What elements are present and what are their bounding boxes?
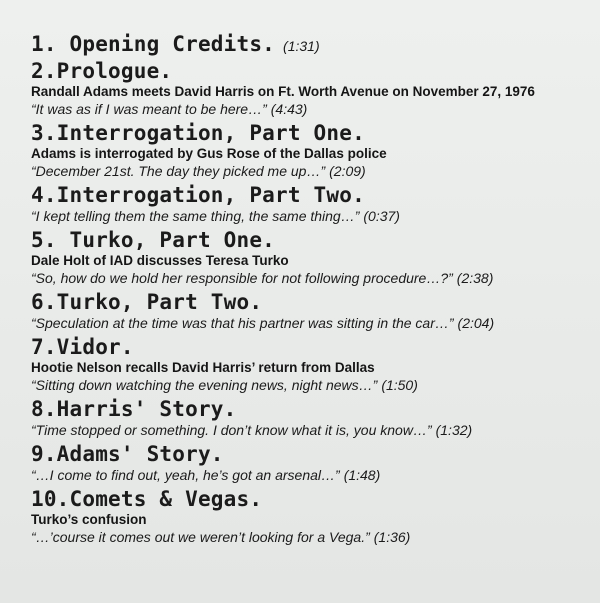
track-item [31, 290, 591, 332]
track-item [31, 487, 591, 546]
track-title-line [31, 183, 591, 207]
track-quote: “It was as if I was meant to be here…” [31, 101, 267, 117]
track-duration: (2:09) [329, 163, 366, 179]
track-title: 10.Comets & Vegas. [31, 487, 263, 511]
track-title-line [31, 290, 591, 314]
track-duration: (2:38) [456, 270, 494, 286]
track-title: 4.Interrogation, Part Two. [31, 183, 365, 207]
track-duration: (1:36) [373, 529, 411, 545]
track-quote-line [31, 376, 591, 394]
track-description: Turko’s confusion [31, 512, 147, 527]
track-quote: “So, how do we hold her responsible for not following procedure…?” [31, 270, 453, 286]
track-title-line [31, 487, 591, 511]
track-item [31, 183, 591, 225]
track-title-line [31, 59, 591, 83]
track-title: 6.Turko, Part Two. [31, 290, 263, 314]
track-item [31, 32, 591, 56]
track-title: 1. Opening Credits. [31, 32, 276, 56]
track-quote-line [31, 162, 591, 180]
track-item [31, 121, 591, 180]
track-title-line [31, 32, 591, 56]
track-quote-line [31, 100, 591, 118]
track-quote-line [31, 528, 591, 546]
track-title-line [31, 442, 591, 466]
track-duration: (1:32) [435, 422, 473, 438]
track-quote: “I kept telling them the same thing, the same thing…” [31, 208, 360, 224]
track-description: Hootie Nelson recalls David Harris’ return from Dallas [31, 360, 375, 375]
track-title: 5. Turko, Part One. [31, 228, 276, 252]
track-quote: “…’course it comes out we weren’t looking for a Vega.” [31, 529, 370, 545]
track-item [31, 335, 591, 394]
track-duration: (1:48) [343, 467, 381, 483]
track-list [31, 32, 591, 546]
track-quote-line [31, 207, 591, 225]
track-title: 3.Interrogation, Part One. [31, 121, 365, 145]
track-quote-line [31, 421, 591, 439]
track-quote: “Time stopped or something. I don’t know what it is, you know…” [31, 422, 432, 438]
track-duration: (0:37) [363, 208, 400, 224]
track-quote-line [31, 269, 591, 287]
track-title: 8.Harris' Story. [31, 397, 237, 421]
track-item [31, 442, 591, 484]
track-title-line [31, 335, 591, 359]
track-title: 7.Vidor. [31, 335, 134, 359]
track-title-line [31, 121, 591, 145]
track-quote: “December 21st. The day they picked me up…” [31, 163, 326, 179]
track-duration: (1:50) [381, 377, 418, 393]
track-item [31, 59, 591, 118]
track-description: Adams is interrogated by Gus Rose of the Dallas police [31, 146, 387, 161]
track-title: 9.Adams' Story. [31, 442, 224, 466]
track-item [31, 228, 591, 287]
track-description: Dale Holt of IAD discusses Teresa Turko [31, 253, 289, 268]
track-duration: (2:04) [457, 315, 495, 331]
track-item [31, 397, 591, 439]
track-quote-line [31, 466, 591, 484]
track-quote: “Sitting down watching the evening news, night news…” [31, 377, 378, 393]
track-quote-line [31, 314, 591, 332]
track-quote: “Speculation at the time was that his partner was sitting in the car…” [31, 315, 454, 331]
track-title: 2.Prologue. [31, 59, 173, 83]
track-duration: (4:43) [270, 101, 308, 117]
track-title-line [31, 228, 591, 252]
track-quote: “…I come to find out, yeah, he’s got an arsenal…” [31, 467, 340, 483]
track-title-line [31, 397, 591, 421]
track-description: Randall Adams meets David Harris on Ft. Worth Avenue on November 27, 1976 [31, 84, 535, 99]
track-duration: (1:31) [283, 38, 320, 54]
